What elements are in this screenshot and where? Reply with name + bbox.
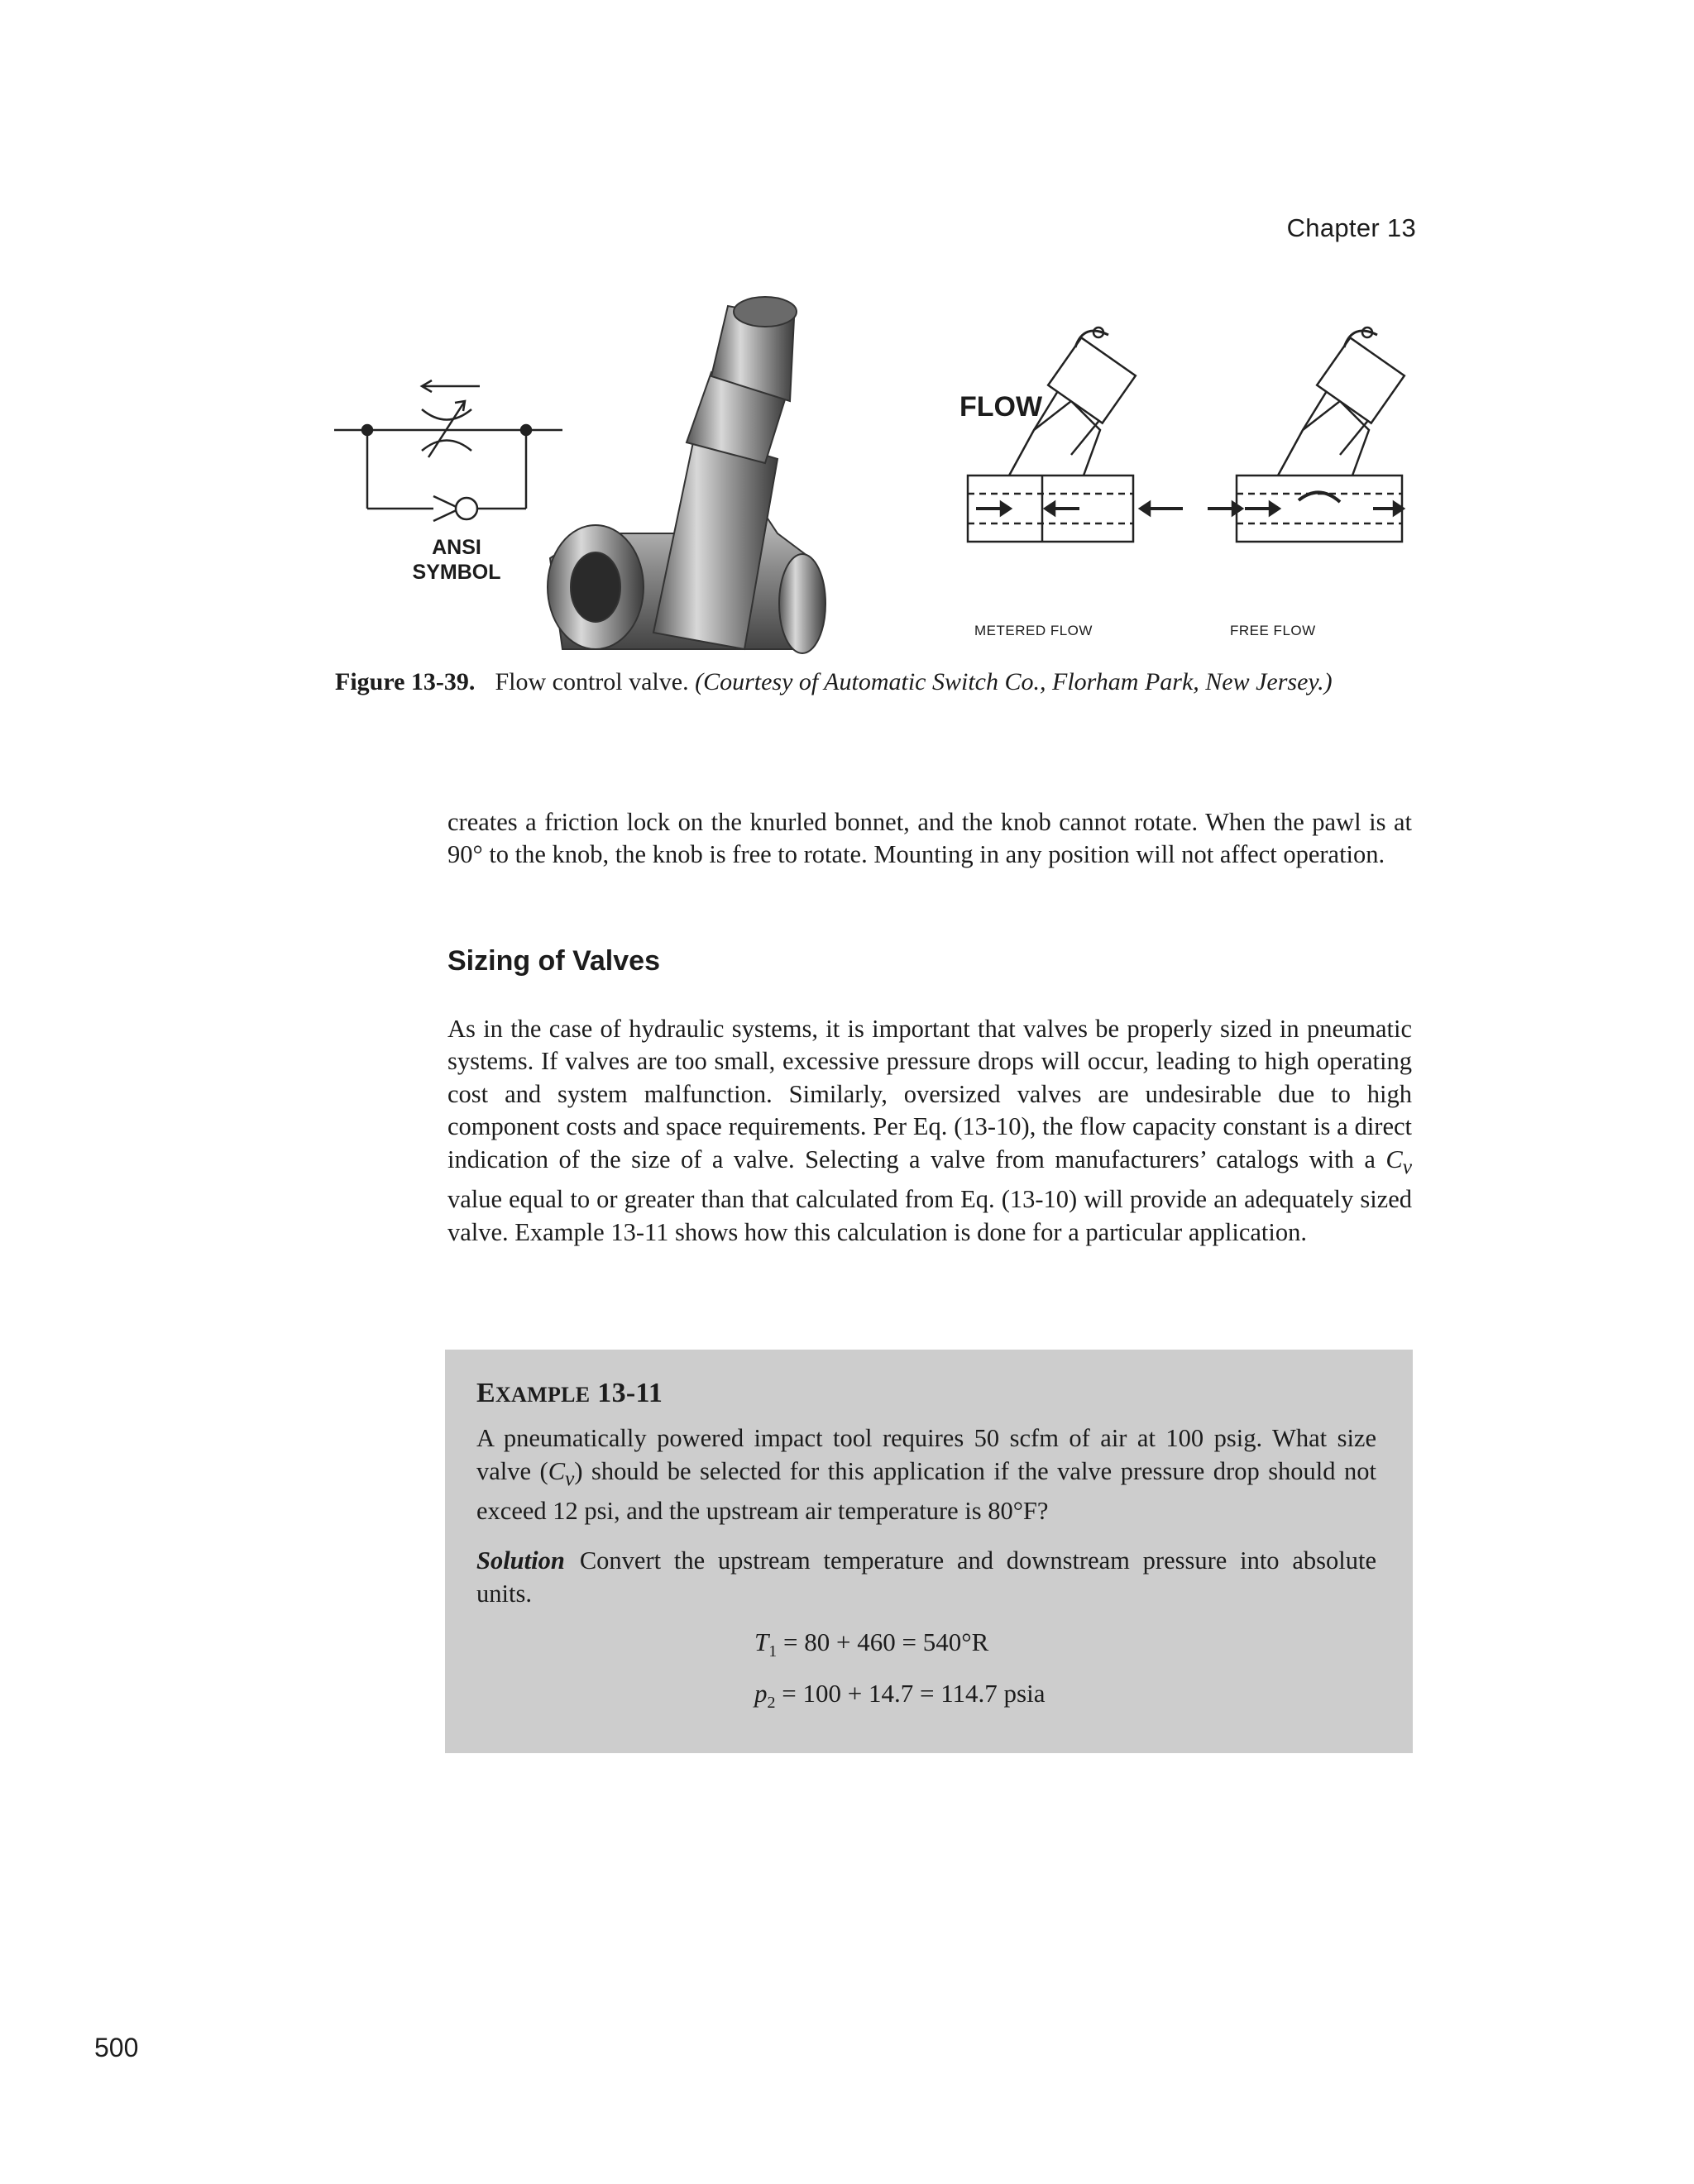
figure-credit: (Courtesy of Automatic Switch Co., Florham Park, New Jersey.): [695, 668, 1333, 695]
eq1-rhs: = 80 + 460 = 540°R: [777, 1627, 989, 1656]
body-paragraph-1: creates a friction lock on the knurled bonnet, and the knob cannot rotate. When the pawl is at 90° to the knob, the knob is free to rotate. Mounting in any position will not affect operation.: [447, 808, 1412, 869]
problem-text-before: A pneumatically powered impact tool requires 50 scfm of air at 100 psig. What size valve (: [476, 1424, 1376, 1485]
ansi-symbol-diagram: [334, 380, 562, 521]
figure-number: Figure 13-39.: [335, 668, 476, 695]
equation-pressure: [754, 1679, 1045, 1713]
free-flow-label: FREE FLOW: [1230, 623, 1316, 638]
eq1-variable: T: [754, 1627, 769, 1656]
cv-subscript: v: [1402, 1154, 1412, 1178]
metered-flow-cutaway: [968, 327, 1242, 542]
example-title-smallcaps: XAMPLE: [495, 1383, 591, 1407]
metered-flow-label: METERED FLOW: [974, 623, 1093, 638]
solution-label: Solution: [476, 1546, 565, 1575]
example-problem: [476, 1422, 1376, 1528]
cv-symbol: C: [1385, 1145, 1403, 1173]
example-solution: [476, 1545, 1376, 1610]
example-title: [476, 1378, 663, 1409]
solution-text: Convert the upstream temperature and downstream pressure into absolute units.: [476, 1546, 1376, 1608]
example-title-number: 13-11: [597, 1378, 663, 1408]
ansi-label-line2: SYMBOL: [412, 561, 501, 584]
figure-flow-control-valve: [314, 285, 1423, 657]
valve-photo: [548, 297, 825, 653]
page-number: 500: [94, 2033, 139, 2062]
eq2-variable: p: [754, 1679, 768, 1708]
eq1-subscript: 1: [768, 1642, 778, 1661]
para2-text-after: value equal to or greater than that calculated from Eq. (13-10) will provide an adequately sized valve. Example 13-11 shows how this calculation is done for a particular application.: [447, 1185, 1412, 1246]
para2-text-before: As in the case of hydraulic systems, it is important that valves be properly sized in pneumatic systems. If valves are too small, excessive pressure drops will occur, leading to high operating cost and system malfunction. Similarly, oversized valves are undesirable due to high component costs and space requirements. Per Eq. (13-10), the flow capacity constant is a direct indication of the size of a valve. Selecting a valve from manufacturers’ catalogs with a: [447, 1015, 1412, 1173]
equation-temperature: [754, 1627, 988, 1661]
problem-cv-symbol: C: [548, 1456, 566, 1485]
body-paragraph-2: [447, 1013, 1412, 1249]
flow-label: FLOW: [959, 391, 1043, 423]
free-flow-cutaway: [1237, 327, 1404, 542]
section-heading: Sizing of Valves: [447, 945, 660, 977]
example-title-initial: E: [476, 1378, 495, 1408]
eq2-subscript: 2: [767, 1694, 776, 1713]
example-box: [445, 1350, 1413, 1753]
figure-caption: [335, 668, 1333, 696]
eq2-rhs: = 100 + 14.7 = 114.7 psia: [775, 1679, 1046, 1708]
figure-caption-text: Flow control valve.: [495, 668, 689, 695]
figure-artwork: [314, 285, 1423, 657]
ansi-symbol-label: [374, 535, 539, 585]
problem-cv-subscript: v: [565, 1466, 575, 1490]
problem-text-after: ) should be selected for this application if the valve pressure drop should not exceed 12 psi, and the upstream air temperature is 80°F?: [476, 1456, 1376, 1526]
ansi-label-line1: ANSI: [432, 536, 481, 559]
running-head: Chapter 13: [1286, 213, 1416, 242]
